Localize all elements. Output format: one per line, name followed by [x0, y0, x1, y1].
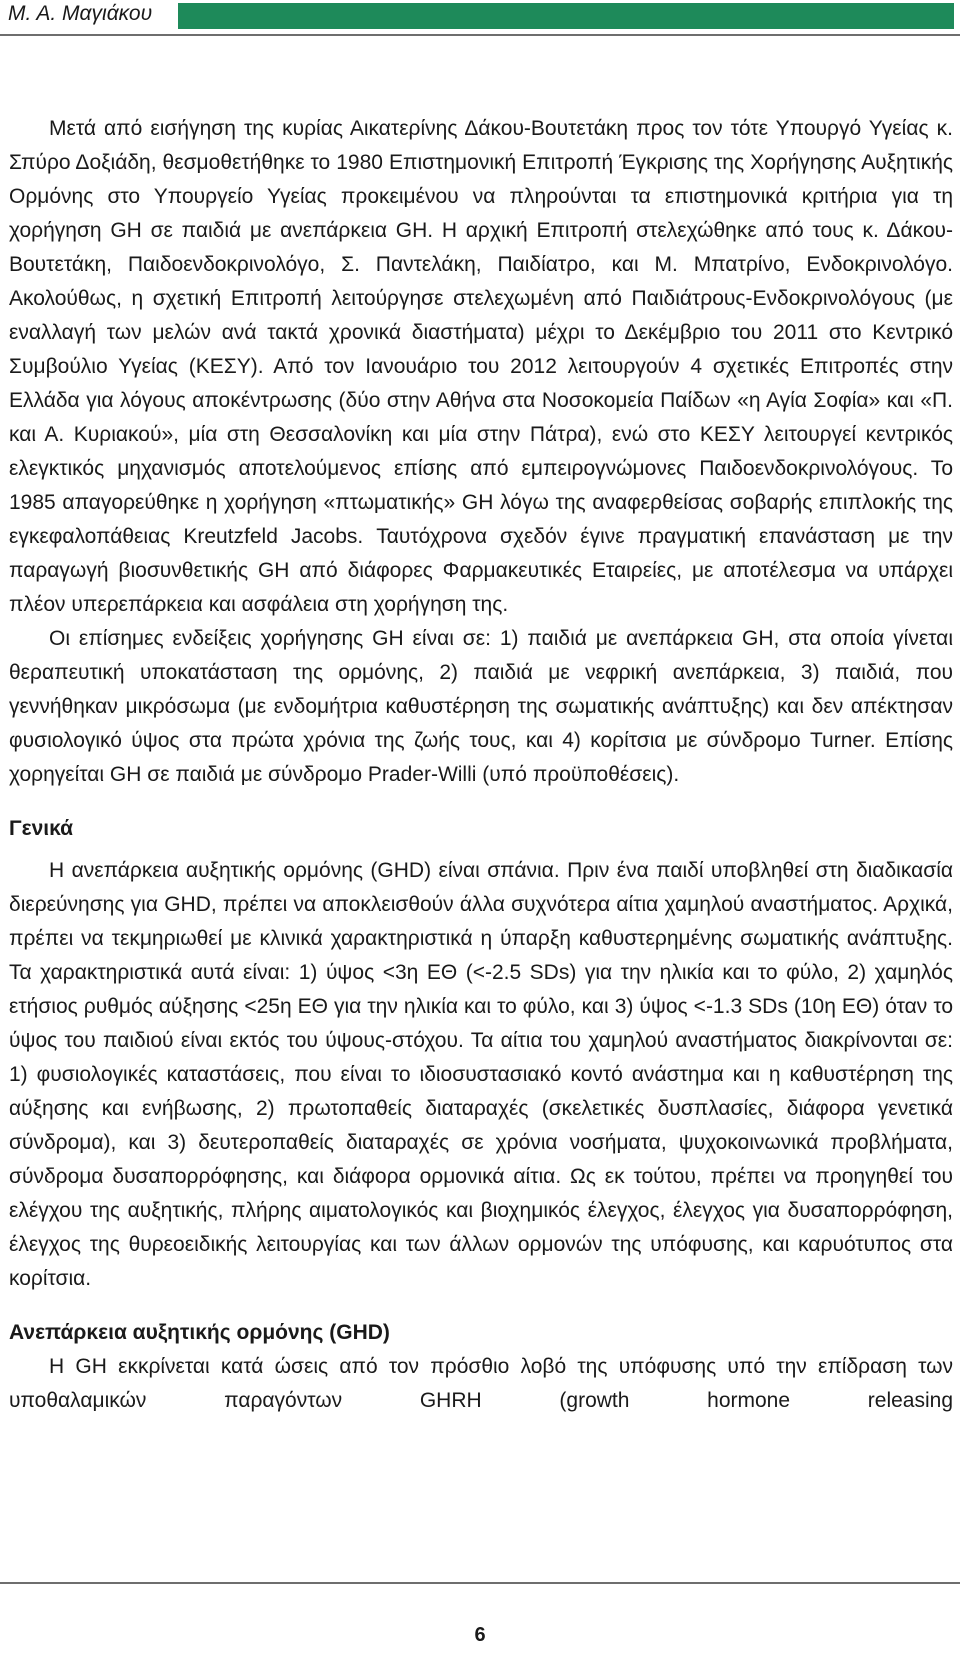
header-divider: [0, 34, 960, 36]
section-paragraph-ghd: Η GH εκκρίνεται κατά ώσεις από τον πρόσθιο λοβό της υπόφυσης υπό την επίδραση των υποθαλαμικών παραγόντων GHRH (growth hormone releasing: [9, 1355, 953, 1412]
heading-gap: [9, 846, 953, 854]
page-header: [0, 0, 960, 36]
page-number: 6: [474, 1624, 486, 1646]
running-title: Μ. Α. Μαγιάκου: [8, 2, 153, 25]
header-accent-bar: [178, 3, 954, 29]
intro-paragraph-1: Μετά από εισήγηση της κυρίας Αικατερίνης Δάκου-Βουτετάκη προς τον τότε Υπουργό Υγείας κ. Σπύρο Δοξιάδη, θεσμοθετήθηκε το 1980 Επιστημονική Επιτροπή Έγκρισης της Χορήγησης Αυξητικής Ορμόνης στο Υπουργείο Υγείας προκειμένου να πληρούνται τα επιστημονικά κριτήρια για τη χορήγηση GH σε παιδιά με ανεπάρκεια GH. Η αρχική Επιτροπή στελεχώθηκε από τους κ. Δάκου-Βουτετάκη, Παιδοενδοκρινολόγο, Σ. Παντελάκη, Παιδίατρο, και Μ. Μπατρίνο, Ενδοκρινολόγο. Ακολούθως, η σχετική Επιτροπή λειτούργησε στελεχωμένη από Παιδιάτρους-Ενδοκρινολόγους (με εναλλαγή των μελών ανά τακτά χρονικά διαστήματα) μέχρι το Δεκέμβριο του 2011 στο Κεντρικό Συμβούλιο Υγείας (ΚΕΣΥ). Από τον Ιανουάριο του 2012 λειτουργούν 4 σχετικές Επιτροπές στην Ελλάδα για λόγους αποκέντρωσης (δύο στην Αθήνα στα Νοσοκομεία Παίδων «η Αγία Σοφία» και «Π. και Α. Κυριακού», μία στη Θεσσαλονίκη και μία στην Πάτρα), ενώ στο ΚΕΣΥ λειτουργεί κεντρικός ελεγκτικός μηχανισμός αποτελούμενος επίσης από εμπειρογνώμονες Παιδοενδοκρινολόγους. Το 1985 απαγορεύθηκε η χορήγηση «πτωματικής» GH λόγω της αναφερθείσας σοβαρής επιπλοκής της εγκεφαλοπάθειας Kreutzfeld Jacobs. Ταυτόχρονα σχεδόν έγινε πραγματική επανάσταση με την παραγωγή βιοσυνθετικής GH από διάφορες Φαρμακευτικές Εταιρείες, με αποτέλεσμα να υπάρχει πλέον υπερεπάρκεια και ασφάλεια στη χορήγηση της.: [9, 117, 953, 616]
page-body: [9, 112, 953, 1418]
section-heading-general: Γενικά: [9, 817, 74, 840]
section-gap: [9, 1296, 953, 1316]
intro-paragraph-2: Οι επίσημες ενδείξεις χορήγησης GH είναι σε: 1) παιδιά με ανεπάρκεια GH, στα οποία γίνεται θεραπευτική υποκατάσταση της ορμόνης, 2) παιδιά με νεφρική ανεπάρκεια, 3) παιδιά, που γεννήθηκαν μικρόσωμα (με ενδομήτρια καθυστέρηση της σωματικής ανάπτυξης) και δεν απέκτησαν φυσιολογικό ύψος στα πρώτα χρόνια της ζωής τους, και 4) κορίτσια με σύνδρομο Turner. Επίσης χορηγείται GH σε παιδιά με σύνδρομο Prader-Willi (υπό προϋποθέσεις).: [9, 627, 953, 786]
section-heading-ghd: Ανεπάρκεια αυξητικής ορμόνης (GHD): [9, 1321, 390, 1344]
section-paragraph-general: Η ανεπάρκεια αυξητικής ορμόνης (GHD) είναι σπάνια. Πριν ένα παιδί υποβληθεί στη διαδικασία διερεύνησης για GHD, πρέπει να αποκλεισθούν άλλα συχνότερα αίτια χαμηλού αναστήματος. Αρχικά, πρέπει να τεκμηριωθεί με κλινικά χαρακτηριστικά η ύπαρξη καθυστερημένης σωματικής ανάπτυξης. Τα χαρακτηριστικά αυτά είναι: 1) ύψος <3η ΕΘ (<-2.5 SDs) για την ηλικία και το φύλο, 2) χαμηλός ετήσιος ρυθμός αύξησης <25η ΕΘ για την ηλικία και το φύλο, και 3) ύψος <-1.3 SDs (10η ΕΘ) όταν το ύψος του παιδιού είναι εκτός του ύψους-στόχου. Τα αίτια του χαμηλού αναστήματος διακρίνονται σε: 1) φυσιολογικές καταστάσεις, που είναι το ιδιοσυστασιακό κοντό ανάστημα και η καθυστέρηση της αύξησης και ενήβωσης, 2) πρωτοπαθείς διαταραχές (σκελετικές δυσπλασίες, διάφορα γενετικά σύνδρομα), και 3) δευτεροπαθείς διαταραχές σε χρόνια νοσήματα, ψυχοκοινωνικά προβλήματα, σύνδρομα δυσαπορρόφησης, και διάφορα ορμονικά αίτια. Ως εκ τούτου, πρέπει να προηγηθεί του ελέγχου της αυξητικής, πλήρης αιματολογικός και βιοχημικός έλεγχος, έλεγχος για δυσαπορρόφηση, έλεγχος της θυρεοειδικής λειτουργίας και των άλλων ορμονών της υπόφυσης, και καρυότυπος στα κορίτσια.: [9, 859, 953, 1290]
section-gap: [9, 792, 953, 812]
footer-divider: [0, 1582, 960, 1584]
